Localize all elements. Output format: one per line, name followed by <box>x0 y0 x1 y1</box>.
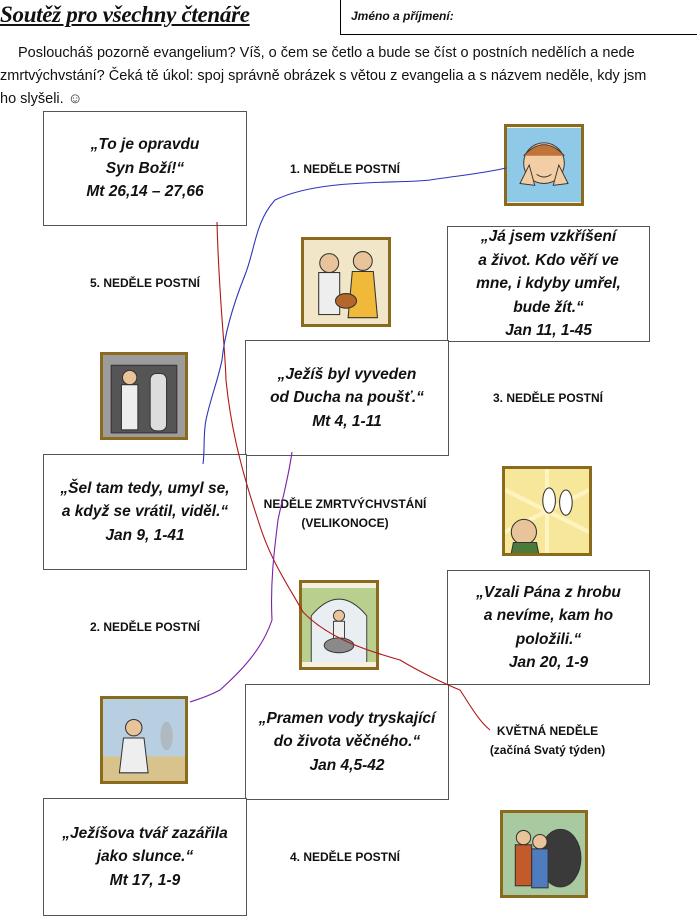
name-label: Jméno a příjmení: <box>351 9 454 23</box>
palm-label-line2: (začíná Svatý týden) <box>489 743 606 757</box>
label-5-nedele-postni[interactable]: 5. NEDĚLE POSTNÍ <box>89 276 201 290</box>
empty-tomb-disciples-picture[interactable] <box>500 810 588 898</box>
quote-box-jan9[interactable]: „Šel tam tedy, umyl se, a když se vrátil, viděl.“ Jan 9, 1-41 <box>43 454 247 570</box>
intro-line-1: Posloucháš pozorně evangelium? Víš, o čem se četlo a bude se číst o postních nedělích a nede <box>18 45 635 61</box>
label-kvetna-nedele[interactable] <box>470 722 625 760</box>
quote-box-mt4[interactable]: „Ježíš byl vyveden od Ducha na poušť.“ Mt 4, 1-11 <box>245 340 449 456</box>
quote-box-jan20[interactable]: „Vzali Pána z hrobu a nevíme, kam ho položili.“ Jan 20, 1-9 <box>447 570 650 685</box>
label-3-nedele-postni[interactable]: 3. NEDĚLE POSTNÍ <box>492 391 604 405</box>
name-field[interactable] <box>340 0 697 35</box>
intro-line-2: zmrtvýchvstání? Čeká tě úkol: spoj správně obrázek s větou z evangelia a s názvem neděle, kdy jsm <box>0 68 647 84</box>
label-4-nedele-postni[interactable]: 4. NEDĚLE POSTNÍ <box>289 850 401 864</box>
label-nedele-zmrtvychvstani[interactable] <box>250 495 440 533</box>
page-title: Soutěž pro všechny čtenáře <box>0 2 250 27</box>
easter-label-line2: (VELIKONOCE) <box>301 516 389 530</box>
quote-box-mt26[interactable]: „To je opravdu Syn Boží!“ Mt 26,14 – 27,66 <box>43 111 247 226</box>
empty-tomb-angels-picture[interactable] <box>502 466 592 556</box>
easter-label-line1: NEDĚLE ZMRTVÝCHVSTÁNÍ <box>263 497 427 511</box>
label-2-nedele-postni[interactable]: 2. NEDĚLE POSTNÍ <box>89 620 201 634</box>
quote-box-jan11[interactable]: „Já jsem vzkříšení a život. Kdo věří ve mne, i kdyby umřel, bude žít.“ Jan 11, 1-45 <box>447 226 650 342</box>
label-1-nedele-postni[interactable]: 1. NEDĚLE POSTNÍ <box>289 162 401 176</box>
praying-jesus-picture[interactable] <box>100 696 188 784</box>
woman-at-well-picture[interactable] <box>301 237 391 327</box>
crying-man-picture[interactable] <box>504 124 584 206</box>
quote-box-mt17[interactable]: „Ježíšova tvář zazářila jako slunce.“ Mt 17, 1-9 <box>43 798 247 916</box>
entry-jerusalem-picture[interactable] <box>299 580 379 670</box>
palm-label-line1: KVĚTNÁ NEDĚLE <box>496 724 599 738</box>
intro-line-3: ho slyšeli. ☺ <box>0 91 83 107</box>
lazarus-tomb-picture[interactable] <box>100 352 188 440</box>
quote-box-jan4[interactable]: „Pramen vody tryskající do života věčného.“ Jan 4,5-42 <box>245 684 449 800</box>
